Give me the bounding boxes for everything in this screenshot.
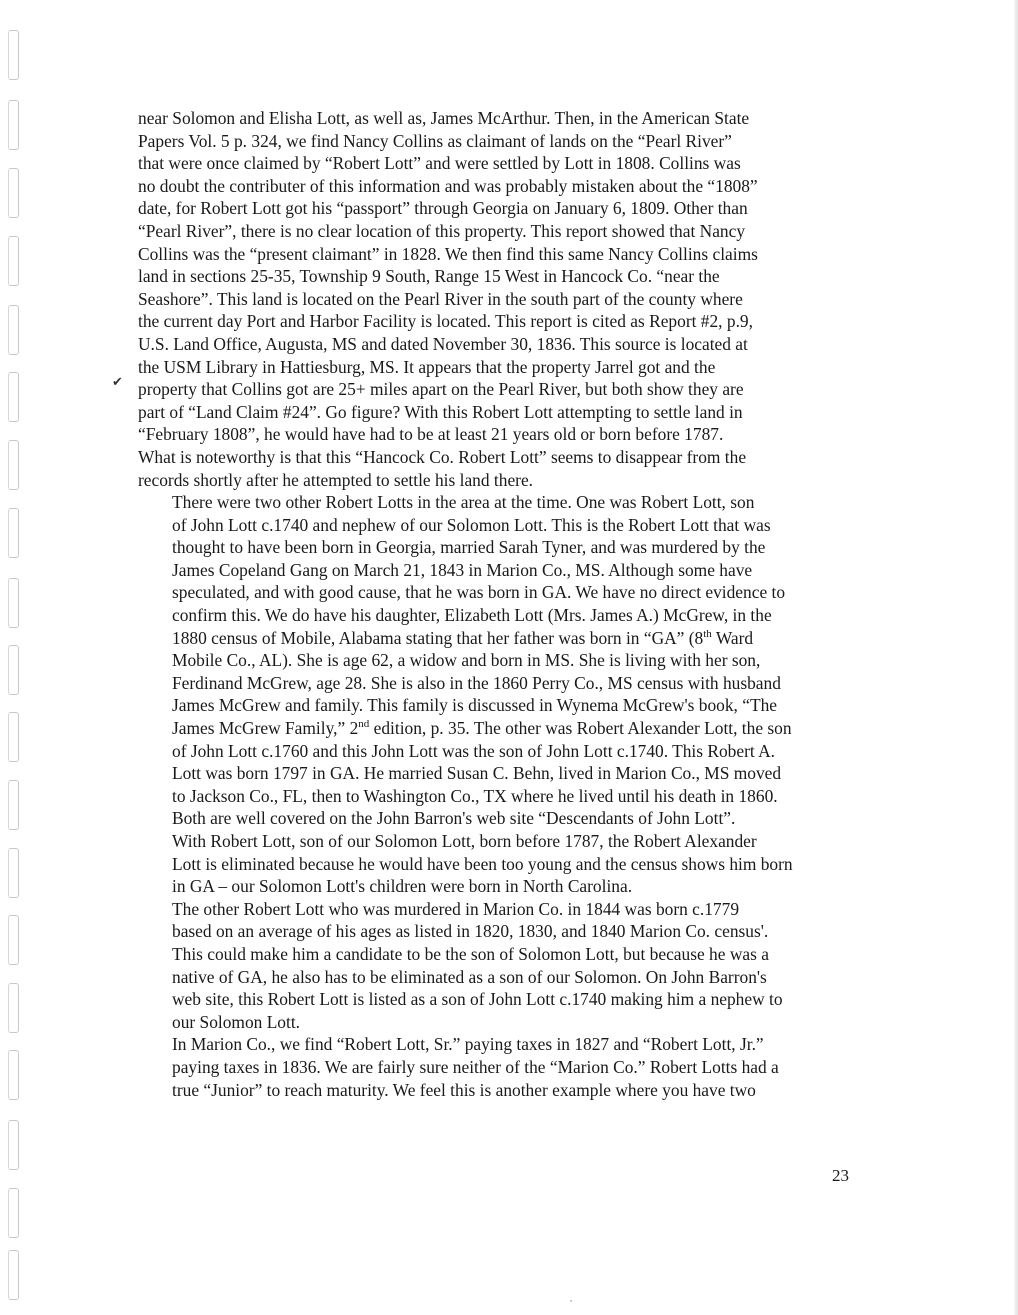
binder-ring [8,915,19,965]
text-line: 1880 census of Mobile, Alabama stating that her father was born in “GA” (8th Ward [172,627,754,648]
binder-ring [8,578,19,628]
text-line: our Solomon Lott. [172,1011,301,1032]
text-line: land in sections 25-35, Township 9 South, Range 15 West in Hancock Co. “near the [138,266,720,287]
text-line: Seashore”. This land is located on the Pearl River in the south part of the county where [138,288,743,309]
text-line: This could make him a candidate to be the son of Solomon Lott, but because he was a [172,943,769,964]
paragraph [138,830,858,898]
binder-ring [8,508,19,558]
text-line: the current day Port and Harbor Facility is located. This report is cited as Report #2, p.9, [138,311,753,332]
binder-ring [8,236,19,286]
binder-ring [8,305,19,355]
text-line: James Copeland Gang on March 21, 1843 in Marion Co., MS. Although some have [172,559,753,580]
binder-ring [8,30,19,80]
binder-ring [8,1050,19,1100]
text-line: records shortly after he attempted to settle his land there. [138,469,534,490]
text-line: true “Junior” to reach maturity. We feel this is another example where you have two [172,1079,756,1100]
binder-holes [0,0,40,1315]
text-line: U.S. Land Office, Augusta, MS and dated November 30, 1836. This source is located at [138,333,748,354]
text-line: The other Robert Lott who was murdered in Marion Co. in 1844 was born c.1779 [172,898,740,919]
document-body [138,107,858,1101]
text-line: “Pearl River”, there is no clear location of this property. This report showed that Nancy [138,220,746,241]
text-line: There were two other Robert Lotts in the area at the time. One was Robert Lott, son [172,492,755,513]
text-line: speculated, and with good cause, that he was born in GA. We have no direct evidence to [172,582,786,603]
paragraph [138,491,858,830]
text-line: In Marion Co., we find “Robert Lott, Sr.” paying taxes in 1827 and “Robert Lott, Jr.” [172,1034,764,1055]
text-line: in GA – our Solomon Lott's children were born in North Carolina. [172,876,633,897]
text-line: no doubt the contributer of this information and was probably mistaken about the “1808” [138,175,758,196]
text-line: Lott was born 1797 in GA. He married Susan C. Behn, lived in Marion Co., MS moved [172,763,782,784]
binder-ring [8,645,19,695]
text-line: Mobile Co., AL). She is age 62, a widow and born in MS. She is living with her son, [172,650,761,671]
margin-check-mark: ✔ [112,374,123,389]
text-line: What is noteworthy is that this “Hancock Co. Robert Lott” seems to disappear from the [138,446,747,467]
text-line: Both are well covered on the John Barron's web site “Descendants of John Lott”. [172,808,736,829]
binder-ring [8,1120,19,1170]
text-line: With Robert Lott, son of our Solomon Lott, born before 1787, the Robert Alexander [172,831,757,851]
binder-ring [8,1250,19,1300]
text-line: Ferdinand McGrew, age 28. She is also in the 1860 Perry Co., MS census with husband [172,672,781,693]
text-line: Collins was the “present claimant” in 1828. We then find this same Nancy Collins claims [138,243,758,264]
text-line: of John Lott c.1760 and this John Lott was the son of John Lott c.1740. This Robert A. [172,740,775,761]
text-line: that were once claimed by “Robert Lott” and were settled by Lott in 1808. Collins was [138,153,741,174]
paragraph [138,107,858,491]
text-line: web site, this Robert Lott is listed as a son of John Lott c.1740 making him a nephew to [172,989,783,1010]
page-number: 23 [832,1166,849,1185]
binder-ring [8,100,19,150]
text-line: Papers Vol. 5 p. 324, we find Nancy Collins as claimant of lands on the “Pearl River” [138,130,732,151]
text-line: part of “Land Claim #24”. Go figure? With this Robert Lott attempting to settle land in [138,401,743,422]
binder-ring [8,848,19,898]
text-line: confirm this. We do have his daughter, Elizabeth Lott (Mrs. James A.) McGrew, in the [172,605,772,626]
text-line: “February 1808”, he would have had to be at least 21 years old or born before 1787. [138,424,724,445]
page-edge [1014,0,1018,1315]
binder-ring [8,372,19,422]
text-line: property that Collins got are 25+ miles apart on the Pearl River, but both show they are [138,379,744,400]
text-line: of John Lott c.1740 and nephew of our Solomon Lott. This is the Robert Lott that was [172,514,771,535]
binder-ring [8,983,19,1033]
binder-ring [8,168,19,218]
binder-ring [8,1188,19,1238]
binder-ring [8,440,19,490]
binder-ring [8,780,19,830]
paragraph [138,1033,858,1101]
text-line: to Jackson Co., FL, then to Washington Co., TX where he lived until his death in 1860. [172,785,778,806]
text-line: based on an average of his ages as listed in 1820, 1830, and 1840 Marion Co. census'. [172,921,769,942]
text-line: native of GA, he also has to be eliminated as a son of our Solomon. On John Barron's [172,966,767,987]
binder-ring [8,712,19,762]
text-line: the USM Library in Hattiesburg, MS. It appears that the property Jarrel got and the [138,356,716,377]
text-line: James McGrew Family,” 2nd edition, p. 35. The other was Robert Alexander Lott, the son [172,718,792,739]
text-line: James McGrew and family. This family is discussed in Wynema McGrew's book, “The [172,695,777,716]
scan-speck [570,1300,572,1302]
text-line: thought to have been born in Georgia, married Sarah Tyner, and was murdered by the [172,537,766,558]
text-line: Lott is eliminated because he would have been too young and the census shows him born [172,853,793,874]
text-line: near Solomon and Elisha Lott, as well as, James McArthur. Then, in the American State [138,108,750,128]
text-line: date, for Robert Lott got his “passport” through Georgia on January 6, 1809. Other than [138,198,748,219]
paragraph [138,898,858,1034]
text-line: paying taxes in 1836. We are fairly sure neither of the “Marion Co.” Robert Lotts had a [172,1056,779,1077]
